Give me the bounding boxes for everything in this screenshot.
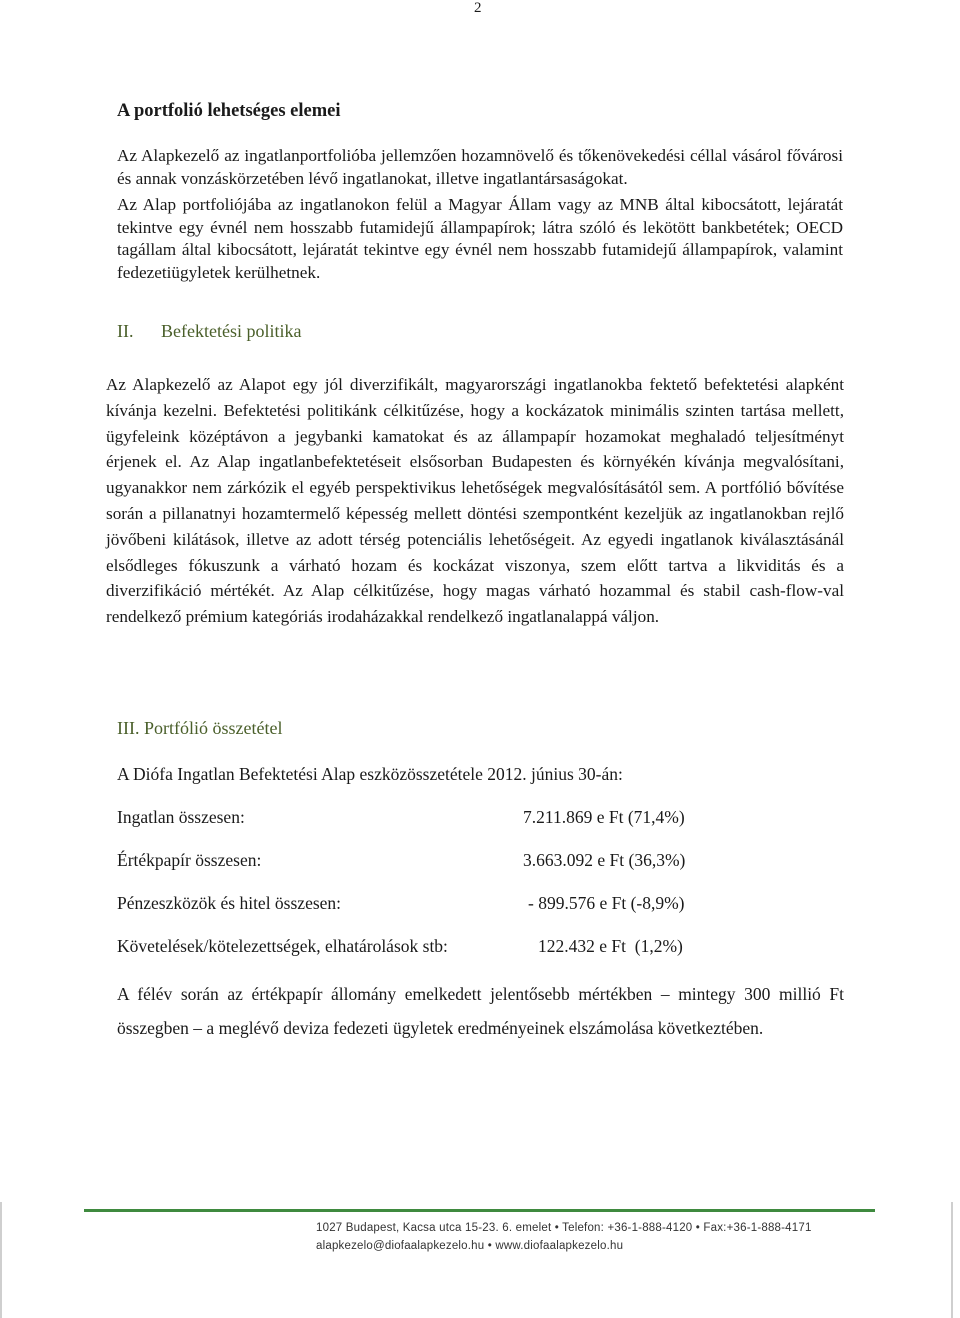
paragraph-portfolio-intro: Az Alapkezelő az ingatlanportfolióba jellemzően hozamnövelő és tőkenövekedési céllal vásárol fővárosi és annak vonzáskörzetében lévő ingatlanokat, illetve ingatlantársaságokat. [117, 146, 843, 188]
section-title: Portfólió összetétel [143, 718, 283, 738]
portfolio-row-label: Értékpapír összesen: [117, 850, 262, 870]
page-number: 2 [474, 0, 482, 16]
footer-edge-left [0, 1202, 2, 1318]
paragraph-securities-change: A félév során az értékpapír állomány emelkedett jelentősebb mértékben – mintegy 300 millió Ft összegben – a meglévő deviza fedezeti ügyletek eredményeinek elszámolása következtében. [117, 984, 844, 1038]
portfolio-row-label: Ingatlan összesen: [117, 807, 245, 827]
footer-divider [84, 1209, 875, 1212]
footer-edge-right [951, 1202, 953, 1318]
section-portfolio-composition-title [117, 718, 282, 739]
portfolio-row-label: Követelések/kötelezettségek, elhatárolások stb: [117, 936, 448, 956]
section-heading: A portfolió lehetséges elemei [117, 101, 341, 121]
portfolio-row-value: 7.211.869 e Ft (71,4%) [523, 807, 685, 827]
section-number: II. [117, 321, 134, 341]
portfolio-row-value: 122.432 e Ft (1,2%) [538, 936, 683, 956]
section-number: III. [117, 718, 140, 738]
section-title: Befektetési politika [161, 321, 302, 341]
paragraph-portfolio-assets: Az Alap portfoliójába az ingatlanokon felül a Magyar Állam vagy az MNB által kibocsátott, lejáratát tekintve egy évnél nem hosszabb futamidejű állampapírok; látra szóló és lekötött bankbetétek; OECD tagállam által kibocsátott, lejáratát tekintve egy évnél nem hosszabb futamidejű állampapírok, valamint fedezetiügyletek kerülhetnek. [117, 195, 843, 282]
paragraph-investment-policy: Az Alapkezelő az Alapot egy jól diverzifikált, magyarországi ingatlanokba fektető befektetési alapként kívánja kezelni. Befektetési politikánk célkitűzése, hogy a kockázatok minimális szinten tartása mellett, ügyfeleink középtávon a jegybanki kamatokat és az állampapír hozamokat meghaladó teljesítményt érjenek el. Az Alap ingatlanbefektetéseit elsősorban Budapesten és környékén kívánja megvalósítani, ugyanakkor nem zárkózik el egyéb perspektivikus lehetőségek megvalósításától sem. A portfólió bővítése során a pillanatnyi hozamtermelő képesség mellett döntési szempontként kezeljük az ingatlanokban rejlő jövőbeni kilátások, illetve az adott térség potenciális lehetőségeit. Az egyedi ingatlanok kiválasztásánál elsődleges fókuszunk a várható hozam és kockázat viszonya, szem előtt tartva a likviditás és a diverzifikáció mértékét. Az Alap célkitűzése, hogy magas várható hozammal és stabil cash-flow-val rendelkező prémium kategóriás irodaházakkal rendelkező ingatlanalappá váljon. [106, 375, 844, 627]
footer-address: 1027 Budapest, Kacsa utca 15-23. 6. emelet • Telefon: +36-1-888-4120 • Fax:+36-1-888-4171 [316, 1222, 812, 1234]
footer-contact: alapkezelo@diofaalapkezelo.hu • www.diofaalapkezelo.hu [316, 1240, 624, 1252]
portfolio-row-value: 3.663.092 e Ft (36,3%) [523, 850, 686, 870]
section-investment-policy-title [117, 321, 301, 342]
portfolio-row-value: - 899.576 e Ft (-8,9%) [528, 893, 685, 913]
portfolio-row-label: Pénzeszközök és hitel összesen: [117, 893, 342, 913]
paragraph-composition-date: A Diófa Ingatlan Befektetési Alap eszközösszetétele 2012. június 30-án: [117, 764, 623, 784]
